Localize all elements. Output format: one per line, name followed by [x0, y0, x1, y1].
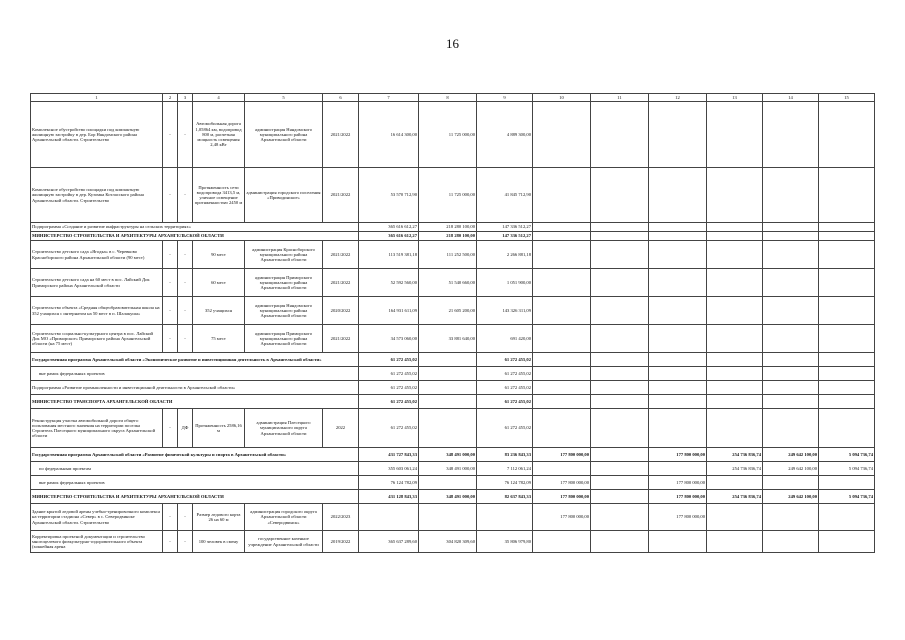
table-cell: [649, 168, 707, 223]
table-cell: -: [163, 325, 178, 353]
table-cell: [707, 367, 763, 381]
header-row: [31, 94, 875, 102]
table-cell: -: [163, 168, 178, 223]
table-cell: 82 637 843,33: [477, 490, 533, 504]
table-cell: администрация Приморского муниципального района Архангельской области: [245, 269, 323, 297]
table-cell: 61 272 455,02: [477, 353, 533, 367]
table-cell: [707, 168, 763, 223]
table-row: [31, 102, 875, 168]
table-cell: [707, 232, 763, 241]
table-cell: 177 800 000,00: [649, 448, 707, 462]
table-row: [31, 269, 875, 297]
table-row: [31, 241, 875, 269]
table-cell: [591, 476, 649, 490]
table-cell: [763, 223, 819, 232]
table-cell: 76 124 782,09: [359, 476, 419, 490]
table-cell: [591, 504, 649, 531]
table-row: [31, 232, 875, 241]
table-cell: Автомобильная дорога 1,05864 км, водопровод 800 м, расчетная мощность освещения 2,48 кВт: [193, 102, 245, 168]
table-cell: [707, 476, 763, 490]
table-cell: [533, 409, 591, 448]
page-number: 16: [446, 36, 459, 51]
table-cell: [819, 409, 875, 448]
table-cell: [533, 367, 591, 381]
table-row: [31, 448, 875, 462]
table-cell: -: [178, 168, 193, 223]
header-cell: 2: [163, 94, 178, 102]
table-cell: [819, 297, 875, 325]
table-cell: [533, 531, 591, 553]
table-cell: [533, 353, 591, 367]
table-cell: [707, 353, 763, 367]
table-cell: [707, 102, 763, 168]
table-cell: 5 094 736,74: [819, 490, 875, 504]
table-row: [31, 395, 875, 409]
table-cell: [419, 367, 477, 381]
table-cell: 100 человек в смену: [193, 531, 245, 553]
table-cell: 61 272 455,02: [477, 367, 533, 381]
table-cell: 304 820 309,60: [419, 531, 477, 553]
table-cell: Комплексное обустройство площадки под компактную жилищную застройку в дер. Кузомка Котласского района Архангельской области. Строительство: [31, 168, 163, 223]
table-cell: [763, 476, 819, 490]
table-cell: [591, 462, 649, 476]
table-cell: 177 800 000,00: [533, 504, 591, 531]
table-cell: 33 881 640,00: [419, 325, 477, 353]
table-cell: [649, 367, 707, 381]
table-cell: 11 725 000,00: [419, 168, 477, 223]
table-cell: [591, 395, 649, 409]
table-cell: 147 336 512,27: [477, 223, 533, 232]
table-row: [31, 223, 875, 232]
table-cell: [763, 395, 819, 409]
table-cell: 2021/2022: [323, 168, 359, 223]
table-row: [31, 504, 875, 531]
table-cell: [707, 269, 763, 297]
table-cell: [819, 381, 875, 395]
table-cell: 177 800 000,00: [533, 476, 591, 490]
table-cell: 61 272 455,02: [359, 353, 419, 367]
table-cell: 113 519 381,18: [359, 241, 419, 269]
table-cell: [419, 381, 477, 395]
table-cell: [763, 102, 819, 168]
table-cell: [533, 223, 591, 232]
table-cell: [419, 395, 477, 409]
table-cell: администрация Няндомского муниципального района Архангельской области: [245, 297, 323, 325]
table-cell: 355 603 061,24: [359, 462, 419, 476]
table-cell: 61 272 455,02: [477, 409, 533, 448]
table-cell: [819, 168, 875, 223]
table-cell: [707, 381, 763, 395]
table-cell: [477, 504, 533, 531]
table-cell: Комплексное обустройство площадки под компактную жилищную застройку в дер. Бор Няндомского района Архангельской области. Строительство: [31, 102, 163, 168]
table-cell: [763, 241, 819, 269]
table-cell: [819, 102, 875, 168]
table-cell: 111 252 500,00: [419, 241, 477, 269]
header-cell: 12: [649, 94, 707, 102]
table-cell: [591, 325, 649, 353]
table-cell: 365 637 289,60: [359, 531, 419, 553]
table-cell: [591, 531, 649, 553]
table-cell: [763, 381, 819, 395]
table-cell: 75 мест: [193, 325, 245, 353]
table-cell: [649, 232, 707, 241]
table-cell: администрация городского поселения «Приводинское»: [245, 168, 323, 223]
table-cell: [819, 241, 875, 269]
table-cell: 348 491 000,00: [419, 462, 477, 476]
table-cell: 431 128 843,33: [359, 490, 419, 504]
table-cell: [649, 531, 707, 553]
table-cell: 164 931 611,09: [359, 297, 419, 325]
table-row: [31, 297, 875, 325]
table-cell: [591, 353, 649, 367]
header-cell: 9: [477, 94, 533, 102]
table-cell: Строительство детского сада «Ягодка» в с. Черевково Красноборского района Архангельской области (90 мест): [31, 241, 163, 269]
table-cell: [591, 168, 649, 223]
table-cell: [707, 297, 763, 325]
table-cell: -: [178, 269, 193, 297]
header-cell: 3: [178, 94, 193, 102]
table-cell: 53 570 712,90: [359, 168, 419, 223]
table-cell: [591, 448, 649, 462]
table-cell: 254 736 836,74: [707, 462, 763, 476]
header-cell: 1: [31, 94, 163, 102]
table-cell: -: [178, 102, 193, 168]
row-label: Подпрограмма «Развитие промышленности и инвестиционной деятельности в Архангельской области»: [31, 381, 359, 395]
table-cell: 11 725 000,00: [419, 102, 477, 168]
table-cell: -: [178, 504, 193, 531]
table-cell: 2 266 881,18: [477, 241, 533, 269]
table-cell: 143 326 311,09: [477, 297, 533, 325]
row-label: МИНИСТЕРСТВО СТРОИТЕЛЬСТВА И АРХИТЕКТУРЫ АРХАНГЕЛЬСКОЙ ОБЛАСТИ: [31, 490, 359, 504]
table-cell: 76 124 782,09: [477, 476, 533, 490]
table-cell: государственное казенное учреждение Архангельской области: [245, 531, 323, 553]
table-row: [31, 353, 875, 367]
table-cell: 21 605 200,00: [419, 297, 477, 325]
table-row: [31, 381, 875, 395]
table-cell: 61 272 455,02: [359, 409, 419, 448]
table-cell: 90 мест: [193, 241, 245, 269]
table-cell: [533, 241, 591, 269]
table-cell: администрация городского округа Архангельской области «Северодвинск»: [245, 504, 323, 531]
table-cell: 2021/2022: [323, 269, 359, 297]
table-cell: 2022/2023: [323, 504, 359, 531]
table-cell: 249 642 100,00: [763, 448, 819, 462]
row-label: Государственная программа Архангельской области «Развитие физической культуры и спорта в Архангельской области»: [31, 448, 359, 462]
row-label: МИНИСТЕРСТВО ТРАНСПОРТА АРХАНГЕЛЬСКОЙ ОБЛАСТИ: [31, 395, 359, 409]
table-cell: [591, 223, 649, 232]
table-cell: 177 800 000,00: [533, 448, 591, 462]
table-row: [31, 325, 875, 353]
table-cell: [649, 462, 707, 476]
table-cell: администрация Приморского муниципального района Архангельской области: [245, 325, 323, 353]
table-cell: 2022: [323, 409, 359, 448]
table-cell: [419, 409, 477, 448]
table-row: [31, 462, 875, 476]
table-row: [31, 168, 875, 223]
table-cell: 2021/2022: [323, 102, 359, 168]
table-cell: [533, 381, 591, 395]
header-cell: 10: [533, 94, 591, 102]
table-cell: [707, 409, 763, 448]
table-row: [31, 476, 875, 490]
table-cell: 5 094 736,74: [819, 448, 875, 462]
table-cell: 365 616 612,27: [359, 232, 419, 241]
row-label: Государственная программа Архангельской области «Экономическое развитие и инвестиционная деятельность в Архангельской области»: [31, 353, 359, 367]
table-cell: Строительство социально-культурного центра в пос. Лайский Док МО «Приморское» Приморского района Архангельской области (на 75 мест): [31, 325, 163, 353]
header-cell: 11: [591, 94, 649, 102]
table-row: [31, 409, 875, 448]
table-cell: [707, 325, 763, 353]
row-label: МИНИСТЕРСТВО СТРОИТЕЛЬСТВА И АРХИТЕКТУРЫ АРХАНГЕЛЬСКОЙ ОБЛАСТИ: [31, 232, 359, 241]
table-cell: [419, 353, 477, 367]
table-cell: 254 736 836,74: [707, 448, 763, 462]
table-cell: 2020/2022: [323, 297, 359, 325]
table-cell: 2021/2022: [323, 325, 359, 353]
table-cell: [419, 504, 477, 531]
row-label: вне рамок федеральных проектов: [31, 476, 359, 490]
table-cell: -: [163, 241, 178, 269]
table-cell: [591, 490, 649, 504]
table-cell: 1 051 900,00: [477, 269, 533, 297]
table-cell: 348 491 000,00: [419, 490, 477, 504]
table-cell: [591, 241, 649, 269]
table-cell: Строительство детского сада на 60 мест в пос. Лайский Док Приморского района Архангельской области: [31, 269, 163, 297]
table-cell: -: [163, 102, 178, 168]
table-cell: 177 800 000,00: [649, 504, 707, 531]
table-cell: [819, 395, 875, 409]
table-cell: 691 420,00: [477, 325, 533, 353]
table-cell: [649, 353, 707, 367]
table-cell: [763, 168, 819, 223]
table-cell: -: [178, 297, 193, 325]
table-cell: 35 806 979,80: [477, 531, 533, 553]
table-cell: 52 592 560,00: [359, 269, 419, 297]
header-cell: 4: [193, 94, 245, 102]
table-cell: [649, 395, 707, 409]
table-cell: [591, 232, 649, 241]
table-cell: [649, 102, 707, 168]
header-cell: 13: [707, 94, 763, 102]
budget-table: [30, 93, 875, 553]
table-cell: [591, 409, 649, 448]
table-cell: [591, 297, 649, 325]
header-cell: 7: [359, 94, 419, 102]
table-cell: [533, 395, 591, 409]
header-cell: 15: [819, 94, 875, 102]
table-cell: [819, 325, 875, 353]
table-cell: -: [163, 531, 178, 553]
table-cell: [533, 269, 591, 297]
table-cell: -: [163, 409, 178, 448]
table-cell: Размер ледового корта 26 на 60 м: [193, 504, 245, 531]
table-cell: [533, 297, 591, 325]
table-cell: 61 272 455,02: [359, 381, 419, 395]
table-cell: 177 800 000,00: [649, 490, 707, 504]
table-cell: [649, 223, 707, 232]
table-row: [31, 531, 875, 553]
table-cell: [591, 269, 649, 297]
table-cell: [763, 325, 819, 353]
table-cell: администрация Няндомского муниципального района Архангельской области: [245, 102, 323, 168]
table-cell: [819, 531, 875, 553]
table-cell: [707, 395, 763, 409]
table-cell: Протяженность 2586,16 м: [193, 409, 245, 448]
table-cell: -: [178, 325, 193, 353]
header-cell: 5: [245, 94, 323, 102]
table-cell: 177 800 000,00: [533, 490, 591, 504]
table-cell: [533, 232, 591, 241]
table-cell: [591, 381, 649, 395]
table-cell: [819, 232, 875, 241]
table-cell: 218 280 100,00: [419, 223, 477, 232]
header-cell: 6: [323, 94, 359, 102]
row-label: Подпрограмма «Создание и развитие инфраструктуры на сельских территориях»: [31, 223, 359, 232]
row-label: вне рамок федеральных проектов: [31, 367, 359, 381]
header-cell: 14: [763, 94, 819, 102]
table-cell: [707, 531, 763, 553]
table-row: [31, 490, 875, 504]
table-cell: [819, 367, 875, 381]
table-cell: Протяженность сети водопровода 3413,5 м, уличное освещение протяженностью 2450 м: [193, 168, 245, 223]
table-cell: 61 272 455,02: [359, 395, 419, 409]
table-cell: [819, 223, 875, 232]
table-cell: Здание крытой ледовой арены учебно-тренировочного комплекса на территории стадиона «Север» в с. Северодвинске Архангельской области. Строительство: [31, 504, 163, 531]
table-cell: [359, 504, 419, 531]
table-cell: [533, 325, 591, 353]
table-cell: [419, 476, 477, 490]
table-cell: 352 учащихся: [193, 297, 245, 325]
table-cell: [763, 504, 819, 531]
table-cell: 431 727 843,33: [359, 448, 419, 462]
table-cell: 60 мест: [193, 269, 245, 297]
table-cell: [591, 102, 649, 168]
table-cell: [649, 297, 707, 325]
table-cell: 254 736 836,74: [707, 490, 763, 504]
table-cell: 365 616 612,27: [359, 223, 419, 232]
table-cell: [763, 531, 819, 553]
table-cell: [819, 353, 875, 367]
table-cell: [819, 504, 875, 531]
table-cell: -: [163, 269, 178, 297]
table-cell: 249 642 100,00: [763, 490, 819, 504]
table-row: [31, 367, 875, 381]
table-cell: ДФ: [178, 409, 193, 448]
table-cell: [649, 269, 707, 297]
table-cell: 41 845 712,90: [477, 168, 533, 223]
table-cell: [819, 476, 875, 490]
table-cell: [707, 241, 763, 269]
table-cell: 5 094 736,74: [819, 462, 875, 476]
table-cell: 61 272 455,02: [477, 381, 533, 395]
table-cell: [763, 269, 819, 297]
table-cell: 7 112 061,24: [477, 462, 533, 476]
table-cell: -: [163, 297, 178, 325]
table-cell: -: [178, 241, 193, 269]
table-cell: Строительство объекта «Средняя общеобразовательная школа на 352 учащихся с интернатом на 50 мест в п. Шалакуша»: [31, 297, 163, 325]
table-cell: 147 336 512,27: [477, 232, 533, 241]
table-cell: 34 573 060,00: [359, 325, 419, 353]
table-cell: 51 540 660,00: [419, 269, 477, 297]
table-cell: -: [163, 504, 178, 531]
table-cell: [819, 269, 875, 297]
table-cell: [763, 409, 819, 448]
table-cell: 83 236 843,33: [477, 448, 533, 462]
header-cell: 8: [419, 94, 477, 102]
table-cell: администрация Красноборского муниципального района Архангельской области: [245, 241, 323, 269]
table-cell: [763, 297, 819, 325]
table-cell: Корректировка проектной документации и строительство многоцелевого физкультурно-оздоровительного объекта (хоккейная арена: [31, 531, 163, 553]
table-cell: [591, 367, 649, 381]
table-cell: [707, 504, 763, 531]
table-cell: 2021/2022: [323, 241, 359, 269]
table-cell: 218 280 100,00: [419, 232, 477, 241]
table-cell: [533, 462, 591, 476]
table-cell: 16 614 300,00: [359, 102, 419, 168]
table-cell: 61 272 455,02: [359, 367, 419, 381]
table-cell: 249 642 100,00: [763, 462, 819, 476]
table-cell: [649, 381, 707, 395]
table-cell: [763, 353, 819, 367]
table-cell: 177 800 000,00: [649, 476, 707, 490]
table-cell: [533, 102, 591, 168]
table-cell: -: [178, 531, 193, 553]
table-cell: [649, 325, 707, 353]
table-cell: администрация Плесецкого муниципального округа Архангельской области: [245, 409, 323, 448]
table-cell: [649, 409, 707, 448]
table-cell: [707, 223, 763, 232]
table-cell: Реконструкция участка автомобильной дороги общего пользования местного значения на территории поселка Строитель Плесецкого муниципального округа Архангельской области: [31, 409, 163, 448]
table-cell: 61 272 455,02: [477, 395, 533, 409]
table-cell: 4 889 300,00: [477, 102, 533, 168]
row-label: по федеральным проектам: [31, 462, 359, 476]
table-cell: [649, 241, 707, 269]
table-cell: [763, 367, 819, 381]
table-cell: 2019/2022: [323, 531, 359, 553]
table-cell: [763, 232, 819, 241]
table-cell: [533, 168, 591, 223]
table-cell: 348 491 000,00: [419, 448, 477, 462]
